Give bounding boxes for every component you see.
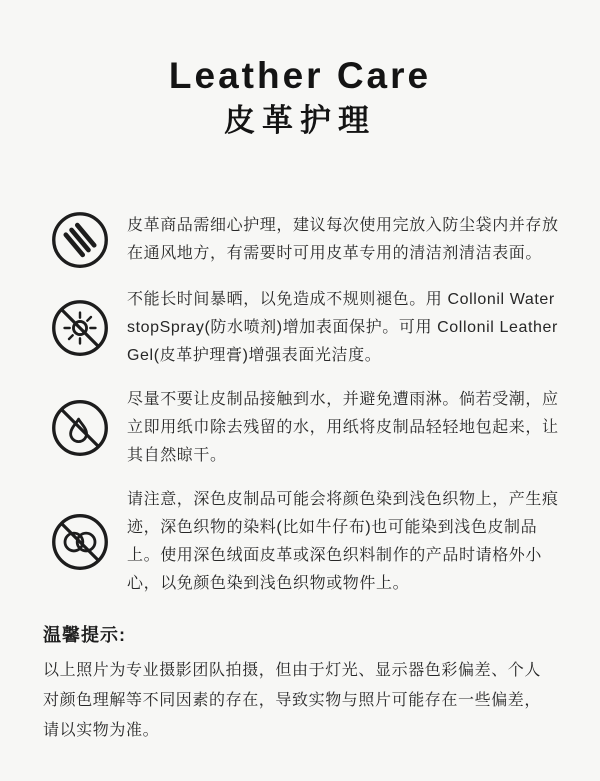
care-item-no-sun xyxy=(50,286,559,370)
tips-title: 温馨提示: xyxy=(43,625,126,645)
care-item-text: 不能长时间暴晒，以免造成不规则褪色。用 Collonil WaterstopSpray(防水喷剂)增加表面保护。可用 Collonil Leather Gel(皮革护理膏)增强表面光洁度。 xyxy=(127,291,558,364)
no-color-transfer-icon xyxy=(50,512,110,572)
care-item-text: 皮革商品需细心护理，建议每次使用完放入防尘袋内并存放在通风地方，有需要时可用皮革专用的清洁剂清洁表面。 xyxy=(127,217,559,262)
care-item-text: 请注意，深色皮制品可能会将颜色染到浅色织物上，产生痕迹，深色织物的染料(比如牛仔布)也可能染到浅色皮制品上。使用深色绒面皮革或深色织料制作的产品时请格外小心，以免颜色染到浅色织物或物件上。 xyxy=(127,491,559,592)
tips-body: 以上照片为专业摄影团队拍摄，但由于灯光、显示器色彩偏差、个人对颜色理解等不同因素的存在，导致实物与照片可能存在一些偏差，请以实物为准。 xyxy=(43,662,542,739)
care-item-no-color-transfer xyxy=(50,486,559,598)
no-sun-icon xyxy=(50,298,110,358)
page-title-english: Leather Care xyxy=(168,55,432,96)
header xyxy=(0,0,600,139)
page-title-chinese: 皮革护理 xyxy=(224,103,376,138)
care-item-text: 尽量不要让皮制品接触到水，并避免遭雨淋。倘若受潮，应立即用纸巾除去残留的水，用纸将皮制品轻轻地包起来，让其自然晾干。 xyxy=(127,391,559,464)
care-item-no-water xyxy=(50,386,559,470)
wipe-clean-icon xyxy=(50,210,110,270)
tips-section xyxy=(0,622,600,746)
care-instructions-list xyxy=(0,210,600,598)
no-water-icon xyxy=(50,398,110,458)
care-item-storage xyxy=(50,210,559,270)
